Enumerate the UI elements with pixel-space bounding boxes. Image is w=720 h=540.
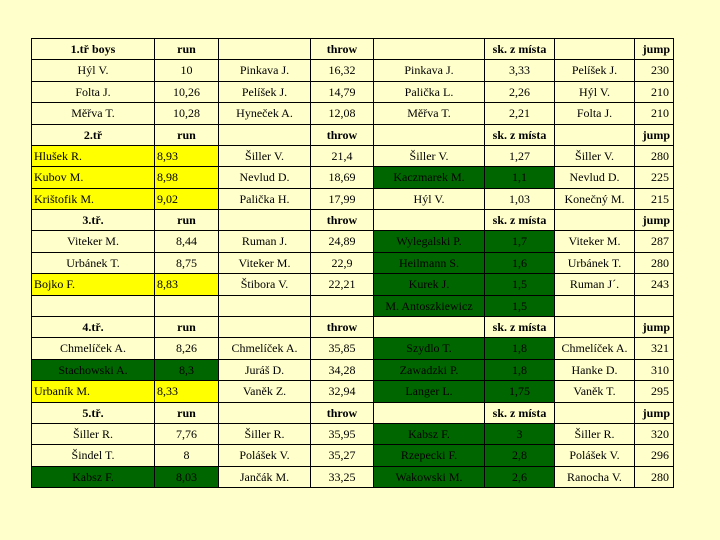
jump2-name: Šiller V.	[555, 145, 635, 167]
group-header-row	[32, 317, 674, 338]
group-header-row	[32, 210, 674, 231]
jump-value: 1,1	[485, 167, 555, 189]
jump2-name: Vaněk T.	[555, 381, 635, 403]
jump2-value: 243	[635, 274, 674, 296]
run-name: Viteker M.	[32, 231, 155, 253]
jump-header: sk. z místa	[485, 124, 555, 145]
throw-value: 17,99	[311, 188, 374, 210]
jump-name: Langer L.	[374, 381, 485, 403]
jump2-value: 280	[635, 145, 674, 167]
jump-value: 2,8	[485, 445, 555, 467]
run-value: 8,44	[155, 231, 219, 253]
table-row	[32, 423, 674, 445]
jump2-value: 320	[635, 423, 674, 445]
throw-name: Štibora V.	[219, 274, 311, 296]
jump2-value: 225	[635, 167, 674, 189]
jump-name: Měřva T.	[374, 103, 485, 125]
throw-name: Viteker M.	[219, 252, 311, 274]
run-value: 7,76	[155, 423, 219, 445]
jump-name: Wakowski M.	[374, 466, 485, 488]
jump2-name: Chmelíček A.	[555, 338, 635, 360]
table-row	[32, 274, 674, 296]
run-name: Šindel T.	[32, 445, 155, 467]
run-name: Urbaník M.	[32, 381, 155, 403]
jump2-header: jump	[635, 124, 674, 145]
group-label: 2.tř	[32, 124, 155, 145]
table-row	[32, 103, 674, 125]
run-name: Stachowski A.	[32, 359, 155, 381]
run-value: 8,75	[155, 252, 219, 274]
table-row-extra	[32, 295, 674, 317]
jump2-name: Hýl V.	[555, 81, 635, 103]
jump-value: 3	[485, 423, 555, 445]
throw-value: 14,79	[311, 81, 374, 103]
throw-value: 22,21	[311, 274, 374, 296]
table-row	[32, 359, 674, 381]
throw-name: Šiller R.	[219, 423, 311, 445]
table-row	[32, 466, 674, 488]
jump-name: Šiller V.	[374, 145, 485, 167]
jump-value: 2,6	[485, 466, 555, 488]
jump2-value: 230	[635, 60, 674, 82]
throw-name: Pinkava J.	[219, 60, 311, 82]
throw-name: Pelíšek J.	[219, 81, 311, 103]
jump2-value: 210	[635, 81, 674, 103]
jump-name: Pinkava J.	[374, 60, 485, 82]
jump-value: 1,75	[485, 381, 555, 403]
throw-value: 12,08	[311, 103, 374, 125]
throw-value: 32,94	[311, 381, 374, 403]
results-table	[31, 38, 674, 488]
jump2-header: jump	[635, 317, 674, 338]
group-label: 5.tř.	[32, 402, 155, 423]
throw-name: Hyneček A.	[219, 103, 311, 125]
run-header: run	[155, 210, 219, 231]
jump-name: Kaczmarek M.	[374, 167, 485, 189]
jump-header: sk. z místa	[485, 317, 555, 338]
run-value: 9,02	[155, 188, 219, 210]
jump-header: sk. z místa	[485, 210, 555, 231]
run-value: 10,28	[155, 103, 219, 125]
throw-name: Juráš D.	[219, 359, 311, 381]
jump2-header: jump	[635, 402, 674, 423]
jump-value: 1,27	[485, 145, 555, 167]
jump-name: M. Antoszkiewicz	[374, 295, 485, 317]
throw-header: throw	[311, 210, 374, 231]
throw-name: Jančák M.	[219, 466, 311, 488]
run-name: Chmelíček A.	[32, 338, 155, 360]
jump2-name: Ruman J´.	[555, 274, 635, 296]
throw-value: 35,95	[311, 423, 374, 445]
run-name: Urbánek T.	[32, 252, 155, 274]
jump2-value: 280	[635, 252, 674, 274]
run-value: 8,3	[155, 359, 219, 381]
jump2-header: jump	[635, 39, 674, 60]
throw-value: 35,85	[311, 338, 374, 360]
jump2-name: Konečný M.	[555, 188, 635, 210]
throw-value: 16,32	[311, 60, 374, 82]
group-header-row	[32, 124, 674, 145]
run-value: 8,33	[155, 381, 219, 403]
throw-value: 35,27	[311, 445, 374, 467]
run-value: 8,83	[155, 274, 219, 296]
run-value: 8,03	[155, 466, 219, 488]
jump2-value: 296	[635, 445, 674, 467]
throw-header: throw	[311, 124, 374, 145]
group-label: 4.tř.	[32, 317, 155, 338]
jump-value: 1,8	[485, 359, 555, 381]
table-row	[32, 252, 674, 274]
throw-value: 34,28	[311, 359, 374, 381]
run-header: run	[155, 39, 219, 60]
jump2-name: Urbánek T.	[555, 252, 635, 274]
jump-name: Hýl V.	[374, 188, 485, 210]
jump2-name: Polášek V.	[555, 445, 635, 467]
jump-value: 1,8	[485, 338, 555, 360]
jump-name: Szydlo T.	[374, 338, 485, 360]
group-header-row	[32, 402, 674, 423]
jump-name: Heilmann S.	[374, 252, 485, 274]
run-name: Kubov M.	[32, 167, 155, 189]
table-row	[32, 60, 674, 82]
jump-name: Wylegalski P.	[374, 231, 485, 253]
throw-header: throw	[311, 402, 374, 423]
jump2-value: 295	[635, 381, 674, 403]
jump-value: 1,03	[485, 188, 555, 210]
run-name: Šiller R.	[32, 423, 155, 445]
throw-header: throw	[311, 39, 374, 60]
jump2-name: Šiller R.	[555, 423, 635, 445]
throw-name: Polášek V.	[219, 445, 311, 467]
run-header: run	[155, 317, 219, 338]
jump-value: 2,26	[485, 81, 555, 103]
run-value: 10,26	[155, 81, 219, 103]
jump-value: 3,33	[485, 60, 555, 82]
throw-header: throw	[311, 317, 374, 338]
jump2-value: 215	[635, 188, 674, 210]
jump2-name: Nevlud D.	[555, 167, 635, 189]
run-header: run	[155, 402, 219, 423]
table-row	[32, 445, 674, 467]
jump-name: Palička L.	[374, 81, 485, 103]
table-row	[32, 167, 674, 189]
jump2-name: Folta J.	[555, 103, 635, 125]
throw-name: Nevlud D.	[219, 167, 311, 189]
jump2-name: Pelíšek J.	[555, 60, 635, 82]
run-name: Krištofik M.	[32, 188, 155, 210]
table-row	[32, 338, 674, 360]
throw-name: Palička H.	[219, 188, 311, 210]
run-header: run	[155, 124, 219, 145]
jump-name: Kurek J.	[374, 274, 485, 296]
jump2-value: 287	[635, 231, 674, 253]
table-row	[32, 81, 674, 103]
jump2-value: 321	[635, 338, 674, 360]
jump-name: Zawadzki P.	[374, 359, 485, 381]
jump-header: sk. z místa	[485, 39, 555, 60]
jump2-value: 210	[635, 103, 674, 125]
throw-value: 33,25	[311, 466, 374, 488]
jump-name: Rzepecki F.	[374, 445, 485, 467]
run-name: Hlušek R.	[32, 145, 155, 167]
run-value: 8,98	[155, 167, 219, 189]
jump2-value: 310	[635, 359, 674, 381]
jump-value: 1,6	[485, 252, 555, 274]
jump-value: 2,21	[485, 103, 555, 125]
jump-header: sk. z místa	[485, 402, 555, 423]
run-value: 10	[155, 60, 219, 82]
jump2-name: Hanke D.	[555, 359, 635, 381]
run-name: Bojko F.	[32, 274, 155, 296]
throw-name: Ruman J.	[219, 231, 311, 253]
jump-name: Kabsz F.	[374, 423, 485, 445]
table-row	[32, 145, 674, 167]
run-name: Hýl V.	[32, 60, 155, 82]
run-value: 8,93	[155, 145, 219, 167]
jump2-header: jump	[635, 210, 674, 231]
run-value: 8,26	[155, 338, 219, 360]
table-row	[32, 381, 674, 403]
throw-name: Chmelíček A.	[219, 338, 311, 360]
run-value: 8	[155, 445, 219, 467]
run-name: Folta J.	[32, 81, 155, 103]
group-label: 3.tř.	[32, 210, 155, 231]
throw-value: 21,4	[311, 145, 374, 167]
jump2-name: Viteker M.	[555, 231, 635, 253]
throw-name: Vaněk Z.	[219, 381, 311, 403]
jump-value: 1,7	[485, 231, 555, 253]
table-row	[32, 188, 674, 210]
jump2-name: Ranocha V.	[555, 466, 635, 488]
group-label: 1.tř boys	[32, 39, 155, 60]
jump-value: 1,5	[485, 274, 555, 296]
run-name: Kabsz F.	[32, 466, 155, 488]
jump-value: 1,5	[485, 295, 555, 317]
throw-value: 18,69	[311, 167, 374, 189]
run-name: Měřva T.	[32, 103, 155, 125]
table-row	[32, 231, 674, 253]
group-header-row	[32, 39, 674, 60]
throw-value: 24,89	[311, 231, 374, 253]
jump2-value: 280	[635, 466, 674, 488]
throw-value: 22,9	[311, 252, 374, 274]
throw-name: Šiller V.	[219, 145, 311, 167]
